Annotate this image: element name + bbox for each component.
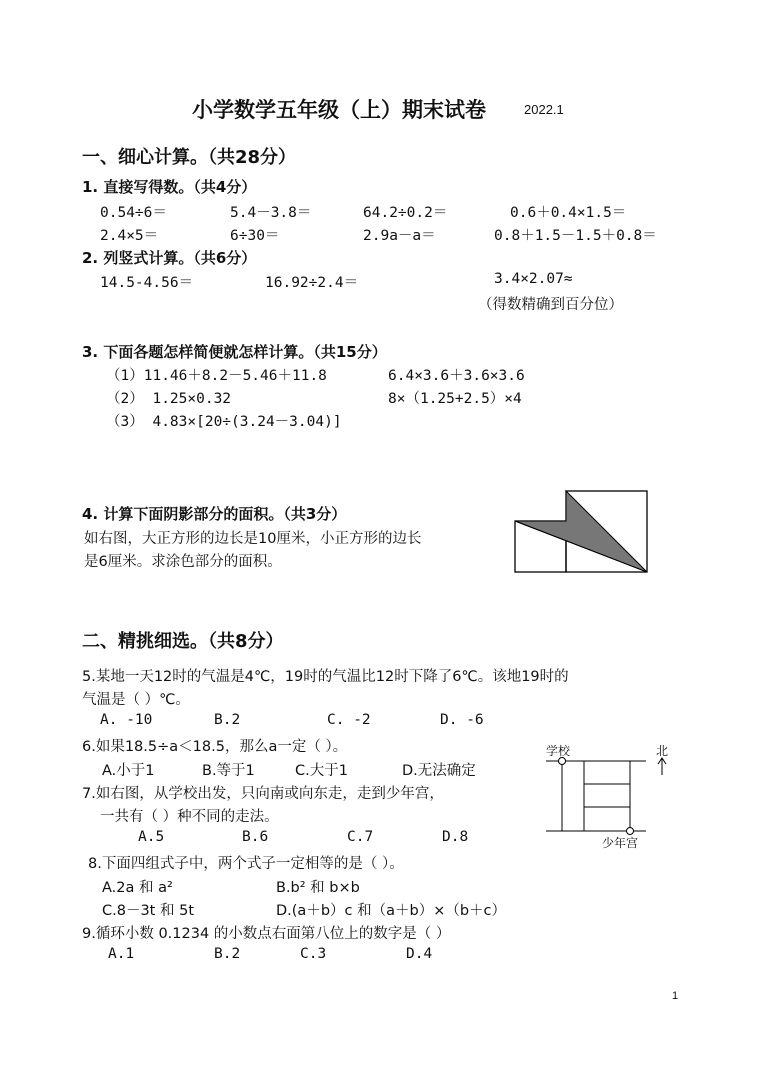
q7-option: A.5: [138, 829, 165, 845]
q5-option: D. -6: [440, 712, 484, 728]
palace-label: 少年宫: [602, 836, 639, 850]
q6-option: C.大于1: [295, 763, 348, 779]
section2-heading: 二、精挑细选。（共8分）: [82, 631, 284, 652]
q8-option: A.2a 和 a²: [102, 880, 173, 896]
q9-option: A.1: [108, 946, 135, 962]
q9-option: D.4: [406, 946, 433, 962]
q5-option: A. -10: [100, 712, 153, 728]
q5-option: B.2: [214, 712, 241, 728]
school-marker: [559, 758, 566, 765]
q2-item: 14.5-4.56＝: [100, 275, 194, 291]
q5-option: C. -2: [327, 712, 371, 728]
page-number: 1: [672, 990, 679, 1002]
q3-item: （2） 1.25×0.32: [106, 391, 232, 407]
q6-text: 6.如果18.5÷a＜18.5，那么a一定（ ）。: [82, 739, 348, 755]
exam-date: 2022.1: [524, 102, 564, 117]
q7-option: C.7: [347, 829, 374, 845]
q5-text: 5.某地一天12时的气温是4℃，19时的气温比12时下降了6℃。该地19时的: [82, 669, 569, 685]
q1-item: 0.54÷6＝: [100, 205, 167, 221]
north-label: 北: [656, 744, 669, 758]
q3-item: （1）11.46＋8.2－5.46＋11.8: [106, 368, 327, 384]
q1-item: 64.2÷0.2＝: [363, 205, 448, 221]
q1-item: 0.8＋1.5－1.5＋0.8＝: [494, 228, 657, 244]
q4-text: 是6厘米。求涂色部分的面积。: [84, 554, 282, 570]
q1-item: 2.4×5＝: [100, 228, 159, 244]
q9-option: C.3: [300, 946, 327, 962]
q7-text: 一共有（ ）种不同的走法。: [100, 809, 279, 825]
q4-label: 4. 计算下面阴影部分的面积。（共3分）: [82, 505, 347, 523]
q7-option: B.6: [242, 829, 269, 845]
q7-text: 7.如右图，从学校出发，只向南或向东走，走到少年宫，: [82, 786, 444, 802]
q9-option: B.2: [214, 946, 241, 962]
q2-item: 16.92÷2.4＝: [265, 275, 359, 291]
q1-label: 1. 直接写得数。（共4分）: [82, 178, 257, 196]
route-map: [540, 755, 680, 837]
q2-note: （得数精确到百分位）: [478, 297, 623, 313]
shaded-region: [515, 491, 647, 572]
q9-text: 9.循环小数 0.1234 的小数点右面第八位上的数字是（ ）: [82, 926, 451, 942]
q8-option: D.(a＋b）c 和（a＋b）×（b＋c）: [276, 903, 507, 919]
q3-item: 6.4×3.6＋3.6×3.6: [388, 368, 525, 384]
q4-text: 如右图，大正方形的边长是10厘米，小正方形的边长: [84, 531, 422, 547]
q1-item: 5.4－3.8＝: [230, 205, 312, 221]
q3-item: 8×（1.25+2.5）×4: [388, 391, 522, 407]
q1-item: 6÷30＝: [230, 228, 280, 244]
q3-item: （3） 4.83×[20÷(3.24－3.04)]: [106, 414, 342, 430]
section1-heading: 一、细心计算。（共28分）: [82, 147, 297, 168]
q7-option: D.8: [442, 829, 469, 845]
q5-text: 气温是（ ）℃。: [82, 692, 190, 708]
q1-item: 2.9a－a＝: [363, 228, 436, 244]
q2-label: 2. 列竖式计算。（共6分）: [82, 249, 257, 267]
school-label: 学校: [546, 744, 571, 758]
q6-option: B.等于1: [202, 763, 255, 779]
palace-marker: [627, 828, 634, 835]
q6-option: D.无法确定: [402, 763, 476, 779]
q6-option: A.小于1: [102, 763, 155, 779]
q8-text: 8.下面四组式子中，两个式子一定相等的是（ ）。: [88, 856, 404, 872]
q3-label: 3. 下面各题怎样简便就怎样计算。（共15分）: [82, 343, 387, 361]
q2-item: 3.4×2.07≈: [494, 271, 573, 287]
q1-item: 0.6＋0.4×1.5＝: [510, 205, 627, 221]
q8-option: C.8－3t 和 5t: [102, 903, 194, 919]
q8-option: B.b² 和 b×b: [276, 880, 360, 896]
squares-diagram: [512, 488, 652, 578]
page-title: 小学数学五年级（上）期末试卷: [192, 98, 486, 122]
